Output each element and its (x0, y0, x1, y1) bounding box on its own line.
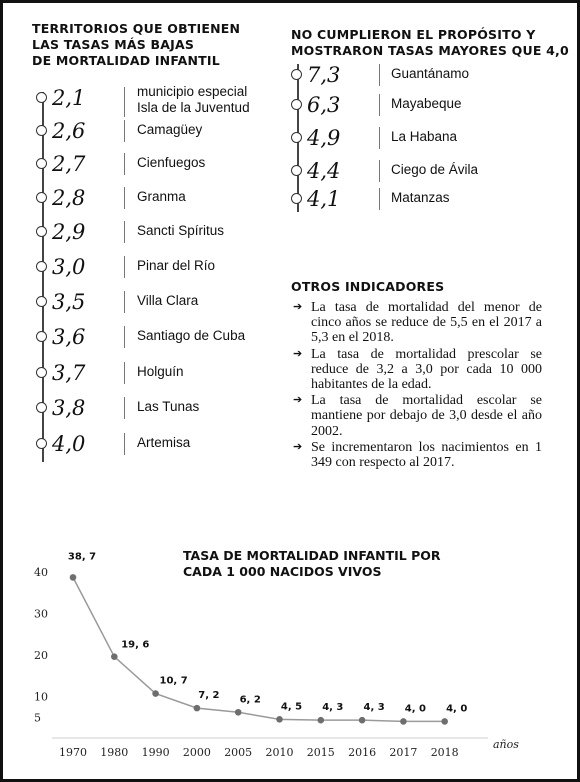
territory-rate: 2,7 (52, 152, 86, 176)
row-separator (379, 94, 380, 116)
row-separator (379, 64, 380, 86)
data-label: 4, 3 (363, 702, 385, 714)
timeline-node-icon (36, 331, 47, 342)
territory-name (137, 328, 245, 344)
territory-rate: 4,0 (52, 432, 86, 456)
timeline-node-icon (36, 158, 47, 169)
timeline-node-icon (291, 69, 302, 80)
row-separator (124, 433, 125, 455)
territory-row (36, 325, 266, 349)
y-tick-label: 30 (34, 607, 48, 621)
data-point (318, 717, 325, 724)
data-label: 4, 0 (446, 703, 468, 715)
otros-title: OTROS INDICADORES (291, 279, 445, 294)
x-tick-label: 2017 (389, 746, 418, 759)
territory-name-line: Sancti Spíritus (137, 223, 225, 238)
territory-name: Ciego de Ávila (391, 162, 479, 177)
territory-row (36, 290, 266, 314)
data-label: 6, 2 (239, 694, 261, 706)
arrow-icon: ➔ (293, 347, 303, 360)
x-tick-label: 2016 (348, 746, 377, 759)
x-tick-label: 2010 (265, 746, 294, 759)
territory-name-line: Artemisa (137, 435, 191, 450)
data-point (359, 717, 366, 724)
territory-name (137, 293, 198, 309)
territory-name: La Habana (391, 129, 458, 144)
y-tick-label: 20 (34, 649, 48, 662)
x-tick-label: 2015 (306, 746, 335, 759)
territory-rate: 4,1 (307, 187, 341, 211)
territory-name-line: Cienfuegos (137, 155, 206, 170)
timeline-node-icon (36, 367, 47, 378)
row-separator (124, 153, 125, 175)
otros-item-text: Se incrementaron los nacimientos en 1 349 con respecto al 2017. (311, 439, 542, 471)
timeline-node-icon (36, 402, 47, 413)
arrow-icon: ➔ (293, 394, 303, 407)
territory-name-line: Santiago de Cuba (137, 328, 246, 343)
territory-rate: 2,9 (52, 220, 86, 244)
territory-name: Matanzas (391, 190, 450, 205)
row-separator (124, 362, 125, 384)
otros-item-text: La tasa de mortalidad prescolar se reduce de 3,2 a 3,0 por cada 10 000 habitantes de la edad. (311, 346, 542, 393)
row-separator (379, 188, 380, 210)
row-separator (124, 326, 125, 348)
data-point (235, 709, 242, 716)
territory-row (36, 186, 266, 210)
y-tick-label: 10 (34, 690, 48, 704)
data-label: 4, 0 (404, 703, 427, 715)
territory-name-line: Granma (137, 189, 186, 204)
territory-name (137, 84, 250, 116)
territory-row (36, 152, 266, 176)
row-separator (379, 127, 380, 149)
territory-row (36, 361, 266, 385)
territory-row (291, 187, 521, 211)
data-point (194, 705, 201, 712)
chart-title-line: CADA 1 000 NACIDOS VIVOS (183, 564, 382, 579)
x-axis-label: años (493, 738, 519, 751)
territory-rate: 7,3 (307, 63, 341, 87)
timeline-node-icon (36, 261, 47, 272)
mortality-line-chart (0, 540, 580, 776)
territory-name (137, 258, 215, 274)
territory-name (137, 399, 199, 415)
data-label: 10, 7 (159, 675, 188, 687)
otros-item (284, 347, 542, 393)
data-label: 4, 3 (322, 702, 344, 714)
row-separator (124, 87, 125, 117)
x-tick-label: 2005 (224, 746, 253, 759)
left-panel-title (32, 21, 240, 69)
x-tick-label: 1980 (100, 746, 129, 759)
territory-row (291, 63, 521, 87)
territory-name (137, 435, 190, 451)
territory-rate: 6,3 (307, 93, 341, 117)
data-point (276, 716, 283, 723)
timeline-node-icon (291, 132, 302, 143)
left-title-line: DE MORTALIDAD INFANTIL (32, 53, 220, 68)
row-separator (124, 187, 125, 209)
row-separator (124, 120, 125, 142)
territory-row (36, 255, 266, 279)
otros-list (284, 300, 542, 471)
otros-item-text: La tasa de mortalidad escolar se mantiene por debajo de 3,0 desde el año 2002. (311, 393, 542, 439)
timeline-node-icon (36, 438, 47, 449)
x-tick-label: 1990 (141, 746, 170, 759)
territory-rate: 3,7 (52, 361, 86, 385)
territory-row (291, 93, 521, 117)
right-panel-title (291, 27, 569, 59)
data-point (111, 653, 118, 660)
territory-name-line: Isla de la Juventud (137, 100, 250, 115)
data-label: 38, 7 (67, 551, 97, 563)
territory-rate: 3,8 (52, 396, 86, 420)
row-separator (124, 221, 125, 243)
territory-name (137, 223, 224, 239)
territory-rate: 2,1 (52, 86, 86, 110)
territory-row (291, 159, 521, 183)
territory-name (137, 122, 202, 138)
otros-item-text: La tasa de mortalidad del menor de cinco años se reduce de 5,5 en el 2017 a 5,3 en el 2018. (311, 300, 542, 346)
right-title-line: NO CUMPLIERON EL PROPÓSITO Y (291, 27, 536, 42)
data-point (152, 690, 159, 697)
timeline-node-icon (36, 92, 47, 103)
timeline-node-icon (36, 125, 47, 136)
chart-title-line: TASA DE MORTALIDAD INFANTIL POR (183, 548, 441, 563)
row-separator (124, 397, 125, 419)
territory-row (36, 396, 266, 420)
y-tick-label: 40 (34, 566, 48, 579)
otros-item (284, 393, 542, 439)
data-label: 4, 5 (280, 701, 303, 713)
x-tick-label: 2000 (182, 746, 211, 759)
data-point (441, 718, 448, 725)
territory-name: Guantánamo (391, 66, 470, 81)
timeline-node-icon (291, 193, 302, 204)
timeline-node-icon (291, 165, 302, 176)
row-separator (124, 291, 125, 313)
chart-marks (34, 551, 467, 759)
right-title-line: MOSTRARON TASAS MAYORES QUE 4,0 (291, 43, 569, 58)
territory-rate: 3,5 (52, 290, 86, 314)
data-label: 19, 6 (121, 639, 150, 651)
x-tick-label: 1970 (59, 746, 87, 759)
territory-rate: 4,9 (307, 126, 341, 150)
territory-name-line: Camagüey (137, 122, 203, 137)
x-tick-label: 2018 (430, 746, 459, 759)
data-label: 7, 2 (198, 690, 220, 702)
arrow-icon: ➔ (293, 440, 303, 453)
y-tick-label: 5 (34, 711, 41, 725)
data-point (400, 718, 407, 725)
territory-row (291, 126, 521, 150)
timeline-node-icon (291, 99, 302, 110)
territory-name-line: Holguín (137, 364, 184, 379)
territory-rate: 2,8 (52, 186, 86, 210)
arrow-icon: ➔ (293, 301, 303, 313)
territory-rate: 3,6 (52, 325, 86, 349)
row-separator (379, 160, 380, 182)
territory-name (137, 189, 186, 205)
timeline-node-icon (36, 296, 47, 307)
territory-name-line: Villa Clara (137, 293, 199, 308)
otros-item (284, 440, 542, 470)
territory-row (36, 84, 266, 115)
territory-name-line: Pinar del Río (137, 258, 216, 273)
territory-name (137, 155, 205, 171)
left-title-line: LAS TASAS MÁS BAJAS (32, 37, 195, 52)
territory-rate: 3,0 (52, 255, 86, 279)
left-title-line: TERRITORIOS QUE OBTIENEN (32, 21, 241, 36)
territory-rate: 4,4 (307, 159, 341, 183)
otros-item (284, 300, 542, 346)
territory-row (36, 119, 266, 143)
territory-row (36, 432, 266, 456)
territory-name-line: municipio especial (137, 84, 248, 99)
timeline-node-icon (36, 192, 47, 203)
territory-rate: 2,6 (52, 119, 86, 143)
timeline-node-icon (36, 226, 47, 237)
territory-name: Mayabeque (391, 96, 462, 111)
territory-name (137, 364, 184, 380)
territory-name-line: Las Tunas (137, 399, 200, 414)
row-separator (124, 256, 125, 278)
data-point (70, 574, 77, 581)
territory-row (36, 220, 266, 244)
